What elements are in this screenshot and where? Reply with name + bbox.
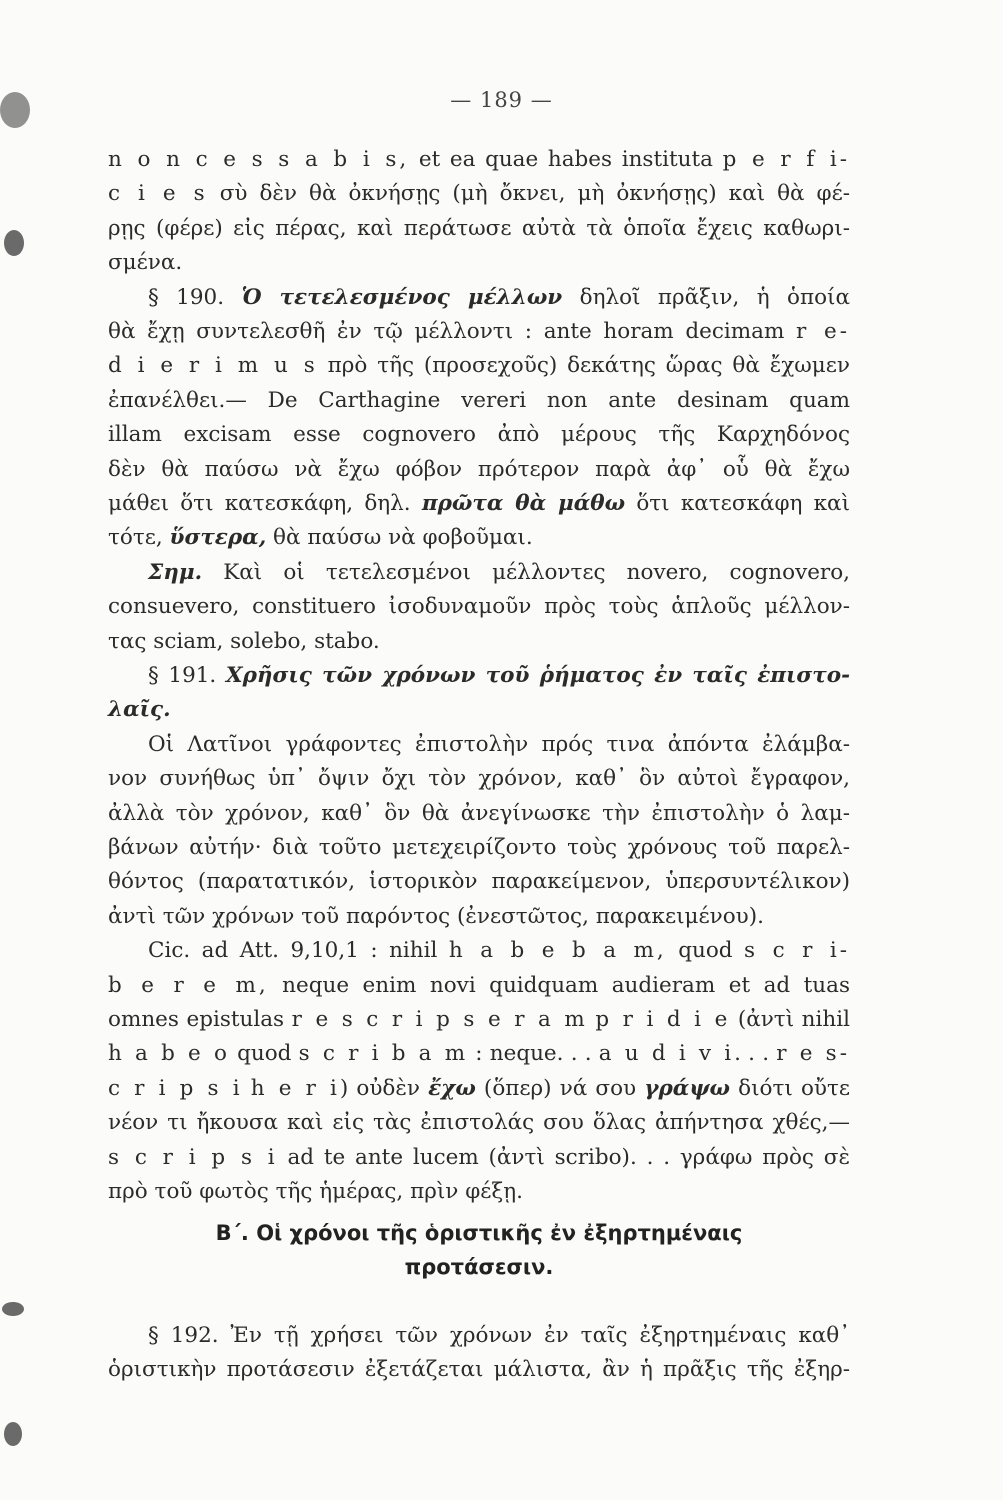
- text-run: διότι οὔτε: [730, 1075, 851, 1101]
- text-line: [108, 627, 850, 657]
- text-line: [148, 1321, 850, 1351]
- spaced-latin-term: r e s-: [776, 1041, 850, 1067]
- spaced-latin-term: r e-: [796, 319, 850, 344]
- text-run: δὲν θὰ παύσω νὰ ἔχω φόβον πρότερον παρὰ ἀφ᾿ οὗ θὰ ἔχω: [108, 456, 850, 482]
- bold-term: Χρῆσις τῶν χρόνων τοῦ ῥήματος ἐν ταῖς ἐπιστο-: [225, 663, 850, 688]
- text-run: neque enim novi quidquam audieram et ad tuas: [268, 972, 850, 998]
- text-line: [108, 214, 850, 244]
- spaced-latin-term: r e s c r i p s e r a m: [291, 1007, 588, 1032]
- text-line: [108, 1355, 850, 1385]
- bold-term: Ὁ τετελεσμένος μέλλων: [241, 284, 563, 310]
- spaced-latin-term: s c r i p s i: [108, 1144, 278, 1170]
- text-line: [108, 833, 850, 863]
- spaced-latin-term: c r i p s i: [108, 1075, 243, 1101]
- text-run: ἐπανέλθει.— De Carthagine vereri non ante desinam quam: [108, 387, 850, 413]
- text-run: . . .: [734, 1041, 777, 1067]
- text-line: [108, 592, 850, 622]
- text-line: [108, 1143, 850, 1173]
- text-run: Καὶ οἱ τετελεσμένοι μέλλοντες novero, cognovero,: [202, 559, 850, 585]
- text-run: § 191.: [148, 663, 226, 688]
- text-line: [108, 1074, 850, 1104]
- spaced-latin-term: c i e s: [108, 181, 208, 207]
- spaced-latin-term: p r i d i e: [595, 1007, 731, 1032]
- text-line: [108, 145, 850, 175]
- spaced-latin-term: p e r f i-: [722, 147, 850, 172]
- text-run: quod: [229, 1041, 299, 1067]
- text-line: [108, 179, 850, 209]
- spaced-latin-term: s c r i-: [744, 938, 850, 964]
- scan-mark: [4, 230, 24, 256]
- spaced-latin-term: s c r i b a m: [298, 1041, 469, 1067]
- section-heading-line-1: Β΄. Οἱ χρόνοι τῆς ὁριστικῆς ἐν ἐξηρτημέναις: [215, 1221, 743, 1245]
- spaced-latin-term: h e r i: [250, 1075, 340, 1101]
- spaced-latin-term: d i e r i m u s: [108, 353, 318, 379]
- text-line: [108, 1039, 850, 1069]
- bold-term: λαῖς.: [108, 697, 171, 723]
- text-line: [148, 558, 850, 588]
- text-run: μάθει ὅτι κατεσκάφη, δηλ.: [108, 491, 422, 516]
- text-run: Cic. ad Att. 9,10,1 : nihil: [148, 938, 449, 964]
- text-run: τας sciam, solebo, stabo.: [108, 628, 380, 654]
- text-run: (ἀντὶ nihil: [730, 1007, 850, 1032]
- text-run: § 190.: [148, 284, 242, 310]
- text-run: ρῃς (φέρε) εἰς πέρας, καὶ περάτωσε αὐτὰ τὰ ὁποῖα ἔχεις καθωρι-: [108, 215, 850, 241]
- text-run: δηλοῖ πρᾶξιν, ἡ ὁποία: [562, 284, 850, 310]
- text-run: illam excisam esse cognovero ἀπὸ μέρους τῆς Καρχηδόνος: [108, 422, 850, 448]
- text-run: θόντος (παρατατικόν, ἱστορικὸν παρακείμενον, ὑπερσυντέλικον): [108, 869, 850, 895]
- text-line: [108, 523, 850, 553]
- text-run: ) οὐδὲν: [339, 1075, 429, 1101]
- text-run: ἀντὶ τῶν χρόνων τοῦ παρόντος (ἐνεστῶτος, παρακειμένου).: [108, 903, 764, 929]
- text-line: [108, 455, 850, 485]
- text-run: : neque. . .: [468, 1041, 599, 1067]
- text-line: [108, 1177, 850, 1207]
- text-run: Οἱ Λατῖνοι γράφοντες ἐπιστολὴν πρός τινα ἀπόντα ἐλάμβα-: [148, 731, 850, 757]
- text-run: σὺ δὲν θὰ ὀκνήσῃς (μὴ ὄκνει, μὴ ὀκνήσῃς) καὶ θὰ φέ-: [207, 181, 850, 207]
- bold-term: ὕστερα,: [169, 525, 267, 551]
- bold-term: Σημ.: [148, 559, 203, 585]
- text-line: [108, 695, 850, 725]
- bold-term: γράψω: [644, 1075, 731, 1101]
- page-number: — 189 —: [450, 88, 553, 112]
- text-run: πρὸ τῆς (προσεχοῦς) δεκάτης ὥρας θὰ ἔχωμεν: [317, 353, 850, 379]
- text-run: θὰ παύσω νὰ φοβοῦμαι.: [266, 525, 533, 551]
- scan-mark: [4, 1422, 22, 1446]
- spaced-latin-term: b e r e m,: [108, 972, 269, 998]
- text-line: [108, 351, 850, 381]
- text-run: § 192. Ἐν τῇ χρήσει τῶν χρόνων ἐν ταῖς ἐξηρτημέναις καθ᾿: [148, 1323, 850, 1348]
- text-run: ἀλλὰ τὸν χρόνον, καθ᾿ ὃν θὰ ἀνεγίνωσκε τὴν ἐπιστολὴν ὁ λαμ-: [108, 800, 850, 826]
- text-run: θὰ ἔχῃ συντελεσθῆ ἐν τῷ μέλλοντι : ante horam decimam: [108, 319, 797, 344]
- spaced-latin-term: h a b e o: [108, 1041, 230, 1067]
- text-line: [108, 971, 850, 1001]
- text-line: [108, 386, 850, 416]
- text-line: [148, 661, 850, 691]
- text-run: [243, 1076, 251, 1101]
- text-line: [148, 936, 850, 966]
- text-run: ὅτι κατεσκάφη καὶ: [625, 491, 850, 516]
- text-line: [108, 1005, 850, 1035]
- scan-mark: [0, 92, 30, 128]
- text-line: [108, 799, 850, 829]
- text-run: βάνων αὐτήν· διὰ τοῦτο μετεχειρίζοντο τοὺς χρόνους τοῦ παρελ-: [108, 835, 850, 860]
- spaced-latin-term: n o n c e s s a b i s,: [108, 147, 410, 172]
- bold-term: πρῶτα θὰ μάθω: [421, 491, 626, 516]
- text-run: consuevero, constituero ἰσοδυναμοῦν πρὸς τοὺς ἁπλοῦς μέλλον-: [108, 594, 850, 620]
- text-run: νον συνήθως ὑπ᾿ ὄψιν ὄχι τὸν χρόνον, καθ᾿ ὃν αὐτοὶ ἔγραφον,: [108, 766, 850, 792]
- text-line: [108, 489, 850, 519]
- section-heading-line-2: προτάσεσιν.: [404, 1255, 554, 1279]
- scan-mark: [2, 1302, 24, 1316]
- text-run: πρὸ τοῦ φωτὸς τῆς ἡμέρας, πρὶν φέξῃ.: [108, 1179, 523, 1204]
- text-run: ad te ante lucem (ἀντὶ scribo). . . γράφω πρὸς σὲ: [277, 1144, 850, 1170]
- text-run: et ea quae habes instituta: [409, 147, 723, 172]
- text-line: [148, 730, 850, 760]
- text-run: ὁριστικὴν προτάσεσιν ἐξετάζεται μάλιστα, ἂν ἡ πρᾶξις τῆς ἐξηρ-: [108, 1357, 850, 1383]
- text-run: τότε,: [108, 525, 170, 551]
- text-line: [108, 902, 850, 932]
- text-run: σμένα.: [108, 250, 183, 276]
- text-line: [108, 317, 850, 347]
- text-run: (ὅπερ) νά σου: [475, 1075, 645, 1101]
- text-run: νέον τι ἤκουσα καὶ εἰς τὰς ἐπιστολάς σου ὅλας ἀπήντησα χθές,—: [108, 1110, 850, 1136]
- text-line: [108, 248, 850, 278]
- bold-term: ἔχω: [428, 1075, 476, 1101]
- text-line: [108, 1108, 850, 1138]
- text-run: quod: [666, 938, 745, 964]
- spaced-latin-term: a u d i v i: [598, 1041, 735, 1067]
- text-line: [148, 283, 850, 313]
- text-line: [108, 764, 850, 794]
- text-run: omnes epistulas: [108, 1007, 292, 1032]
- spaced-latin-term: h a b e b a m,: [448, 938, 667, 964]
- text-line: [108, 867, 850, 897]
- text-line: [108, 420, 850, 450]
